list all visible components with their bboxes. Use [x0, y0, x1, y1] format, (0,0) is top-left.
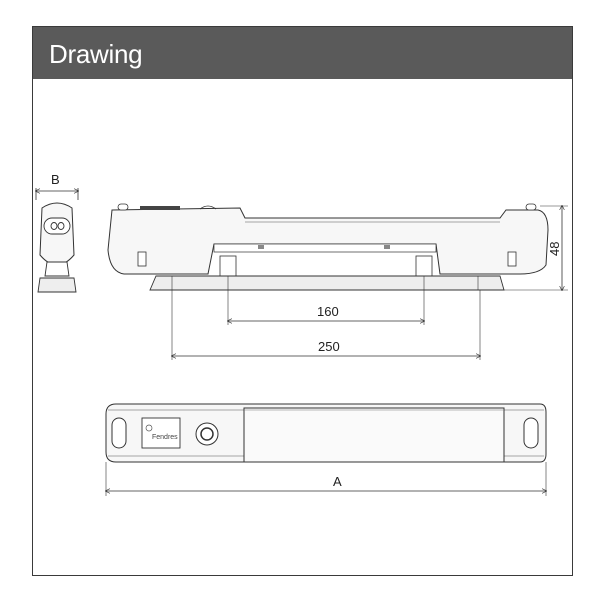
end-view-base	[38, 278, 76, 292]
logo-text: Fendres	[152, 434, 178, 441]
light-panel	[244, 408, 504, 462]
dimension-label-48: 48	[547, 241, 562, 256]
logo-box	[142, 418, 180, 448]
front-view	[108, 204, 568, 360]
end-view	[36, 172, 78, 292]
page-title: Drawing	[49, 39, 143, 69]
dimension-label-250: 250	[318, 339, 340, 354]
dimension-label-a: A	[333, 474, 342, 489]
left-end-slot	[112, 418, 126, 448]
right-end-slot	[524, 418, 538, 448]
base-plate	[150, 276, 504, 290]
dimension-label-b: B	[51, 172, 60, 187]
top-view	[106, 404, 546, 496]
dimension-label-160: 160	[317, 304, 339, 319]
